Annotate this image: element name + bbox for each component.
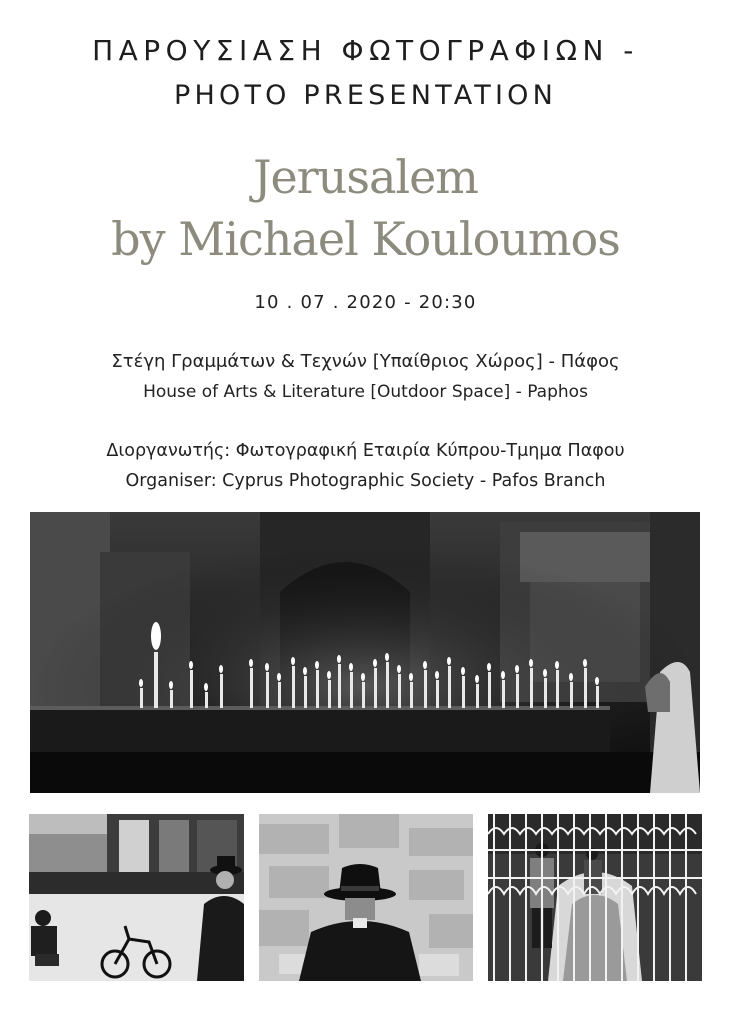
- street-image: [29, 814, 244, 981]
- gate-image: [488, 814, 702, 981]
- venue-english: House of Arts & Literature [Outdoor Space] - Paphos: [143, 382, 588, 402]
- photo-wall: [259, 814, 473, 981]
- title-line-2: by Michael Kouloumos: [111, 212, 620, 266]
- wall-image: [259, 814, 473, 981]
- header-greek: ΠΑΡΟΥΣΙΑΣΗ ΦΩΤΟΓΡΑΦΙΩΝ -: [92, 34, 639, 67]
- photo-candles: [30, 512, 700, 793]
- photo-street: [29, 814, 244, 981]
- event-datetime: 10 . 07 . 2020 - 20:30: [254, 292, 477, 313]
- venue-greek: Στέγη Γραμμάτων & Τεχνών [Υπαίθριος Χώρος] - Πάφος: [111, 351, 620, 372]
- organiser-english: Organiser: Cyprus Photographic Society - Pafos Branch: [125, 471, 606, 491]
- organiser-greek: Διοργανωτής: Φωτογραφική Εταιρία Κύπρου-Τμημα Παφου: [106, 441, 625, 461]
- photo-gate: [488, 814, 702, 981]
- header-english: PHOTO PRESENTATION: [174, 80, 557, 111]
- candles-image: [30, 512, 700, 793]
- title-line-1: Jerusalem: [253, 150, 478, 204]
